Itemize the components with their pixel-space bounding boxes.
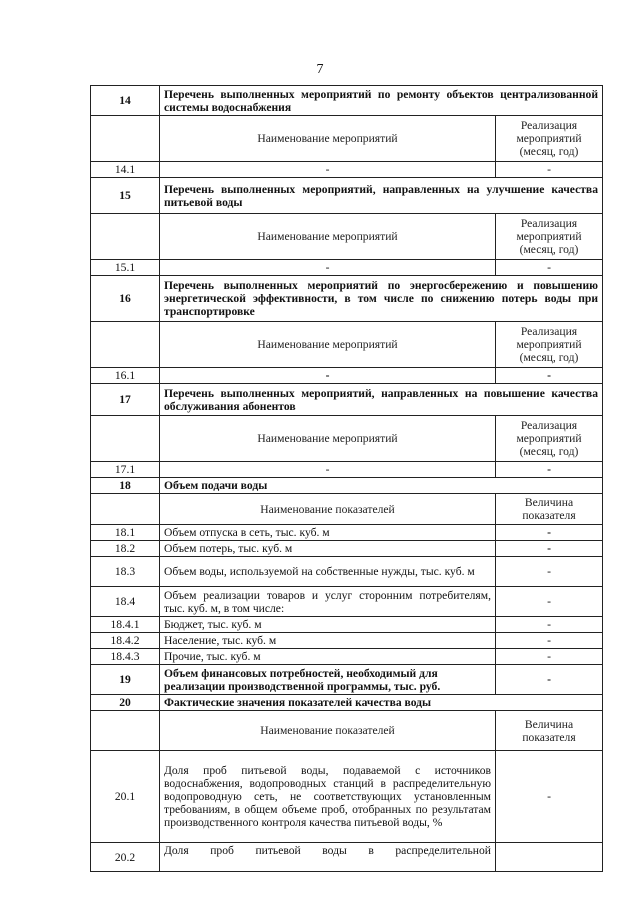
- table-row: [91, 649, 603, 665]
- row-value: -: [496, 260, 603, 276]
- row-name: Бюджет, тыс. куб. м: [160, 617, 496, 633]
- table-row: [91, 541, 603, 557]
- row-name: -: [160, 162, 496, 178]
- section-number: 15: [91, 178, 160, 214]
- section-header-row: [91, 478, 603, 494]
- column-header-value: Величина показателя: [496, 711, 603, 751]
- row-value: -: [496, 541, 603, 557]
- row-value: -: [496, 751, 603, 843]
- row-name: Объем отпуска в сеть, тыс. куб. м: [160, 525, 496, 541]
- column-header-row: [91, 494, 603, 525]
- table-row: [91, 633, 603, 649]
- row-number: 15.1: [91, 260, 160, 276]
- row-value: -: [496, 617, 603, 633]
- row-value: -: [496, 162, 603, 178]
- column-header-value: Реализация мероприятий (месяц, год): [496, 214, 603, 260]
- row-value: -: [496, 368, 603, 384]
- section-title: Объем подачи воды: [160, 478, 603, 494]
- column-header-name: Наименование мероприятий: [160, 322, 496, 368]
- row-value: -: [496, 557, 603, 587]
- column-header-value: Реализация мероприятий (месяц, год): [496, 416, 603, 462]
- row-name: Объем реализации товаров и услуг сторонним потребителям, тыс. куб. м, в том числе:: [160, 587, 496, 617]
- row-name: Доля проб питьевой воды в распределительной: [160, 843, 496, 872]
- row-number: 16.1: [91, 368, 160, 384]
- row-name: Прочие, тыс. куб. м: [160, 649, 496, 665]
- row-name: -: [160, 368, 496, 384]
- row-name: -: [160, 462, 496, 478]
- column-header-name: Наименование показателей: [160, 494, 496, 525]
- section-title: Перечень выполненных мероприятий по ремонту объектов централизованной системы водоснабжения: [160, 86, 603, 116]
- page-number: 7: [316, 62, 324, 77]
- column-header-row: [91, 214, 603, 260]
- section-title: Перечень выполненных мероприятий, направленных на улучшение качества питьевой воды: [160, 178, 603, 214]
- section-title: Перечень выполненных мероприятий, направленных на повышение качества обслуживания абонентов: [160, 384, 603, 416]
- column-header-name: Наименование показателей: [160, 711, 496, 751]
- section-number: 16: [91, 276, 160, 322]
- row-value: -: [496, 587, 603, 617]
- row-name: Объем потерь, тыс. куб. м: [160, 541, 496, 557]
- section-header-row: [91, 178, 603, 214]
- table-row: [91, 368, 603, 384]
- section-number: 14: [91, 86, 160, 116]
- section-header-row: [91, 276, 603, 322]
- section-number: 17: [91, 384, 160, 416]
- section-number: 18: [91, 478, 160, 494]
- table-row: [91, 843, 603, 872]
- row-number: 18.3: [91, 557, 160, 587]
- table-row: [91, 587, 603, 617]
- empty-cell: [91, 416, 160, 462]
- empty-cell: [91, 322, 160, 368]
- row-name: Население, тыс. куб. м: [160, 633, 496, 649]
- column-header-row: [91, 416, 603, 462]
- row-number: 18.1: [91, 525, 160, 541]
- column-header-row: [91, 322, 603, 368]
- column-header-row: [91, 711, 603, 751]
- row-value: -: [496, 633, 603, 649]
- column-header-name: Наименование мероприятий: [160, 416, 496, 462]
- section-title: Перечень выполненных мероприятий по энергосбережению и повышению энергетической эффективности, в том числе по снижению потерь воды при транспортировке: [160, 276, 603, 322]
- section-header-row: [91, 665, 603, 695]
- table-row: [91, 462, 603, 478]
- section-header-row: [91, 384, 603, 416]
- production-program-table: [90, 85, 603, 872]
- column-header-row: [91, 116, 603, 162]
- row-name: -: [160, 260, 496, 276]
- section-title: Объем финансовых потребностей, необходимый для реализации производственной программы, тыс. руб.: [160, 665, 496, 695]
- row-number: 17.1: [91, 462, 160, 478]
- row-value: -: [496, 525, 603, 541]
- row-value: [496, 843, 603, 872]
- row-number: 14.1: [91, 162, 160, 178]
- empty-cell: [91, 494, 160, 525]
- empty-cell: [91, 116, 160, 162]
- table-row: [91, 525, 603, 541]
- row-name: Объем воды, используемой на собственные нужды, тыс. куб. м: [160, 557, 496, 587]
- column-header-value: Реализация мероприятий (месяц, год): [496, 116, 603, 162]
- column-header-name: Наименование мероприятий: [160, 116, 496, 162]
- table-row: [91, 617, 603, 633]
- row-number: 18.4.1: [91, 617, 160, 633]
- row-number: 18.4: [91, 587, 160, 617]
- row-number: 20.2: [91, 843, 160, 872]
- section-header-row: [91, 695, 603, 711]
- table-row: [91, 260, 603, 276]
- section-number: 20: [91, 695, 160, 711]
- row-name: Доля проб питьевой воды, подаваемой с источников водоснабжения, водопроводных станций в распределительную водопроводную сеть, не соответствующих установленным требованиям, в общем объеме проб, отобранных по результатам производственного контроля качества питьевой воды, %: [160, 751, 496, 843]
- table-row: [91, 557, 603, 587]
- row-number: 18.2: [91, 541, 160, 557]
- row-value: -: [496, 665, 603, 695]
- section-title: Фактические значения показателей качества воды: [160, 695, 603, 711]
- column-header-value: Реализация мероприятий (месяц, год): [496, 322, 603, 368]
- row-number: 20.1: [91, 751, 160, 843]
- section-header-row: [91, 86, 603, 116]
- column-header-name: Наименование мероприятий: [160, 214, 496, 260]
- empty-cell: [91, 711, 160, 751]
- empty-cell: [91, 214, 160, 260]
- column-header-value: Величина показателя: [496, 494, 603, 525]
- row-number: 18.4.2: [91, 633, 160, 649]
- row-value: -: [496, 462, 603, 478]
- table-row: [91, 751, 603, 843]
- section-number: 19: [91, 665, 160, 695]
- row-number: 18.4.3: [91, 649, 160, 665]
- table-row: [91, 162, 603, 178]
- row-value: -: [496, 649, 603, 665]
